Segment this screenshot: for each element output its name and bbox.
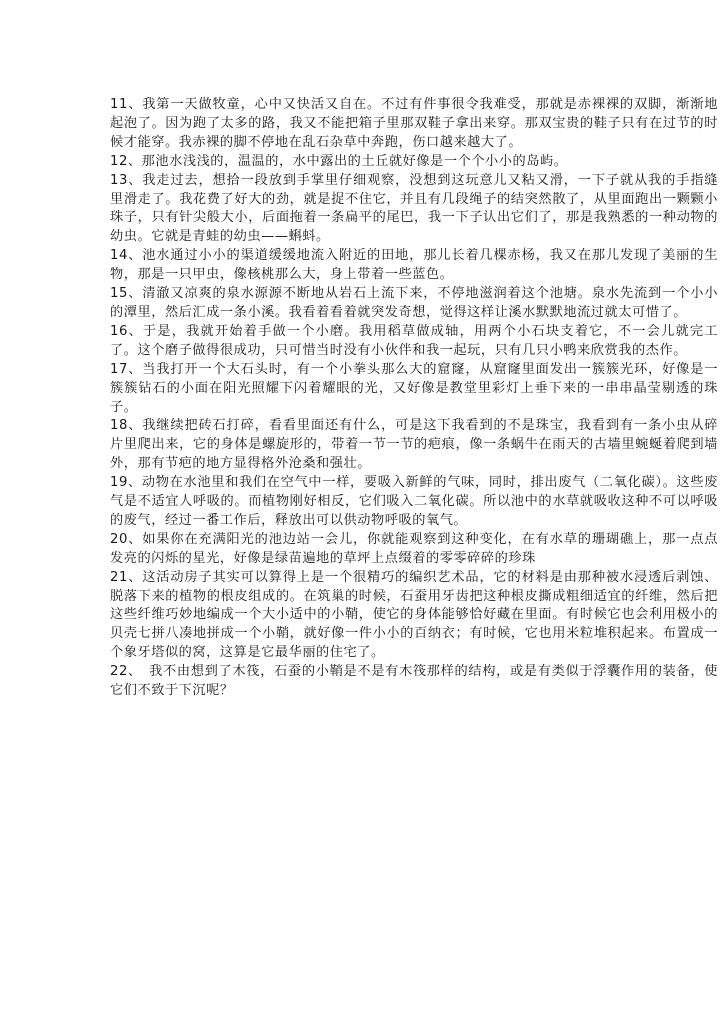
paragraph-12: 12、那池水浅浅的，温温的，水中露出的土丘就好像是一个个小小的岛屿。 bbox=[110, 153, 568, 169]
paragraph-16: 16、于是，我就开始着手做一个小磨。我用稻草做成轴，用两个小石块支着它，不一会儿就完工了。这个磨子做得很成功，只可惜当时没有小伙伴和我一起玩，只有几只小鸭来欣赏我的杰作。 bbox=[110, 323, 718, 358]
paragraph-22: 22、 我不由想到了木筏，石蚕的小鞘是不是有木筏那样的结构，或是有类似于浮囊作用的装备，使它们不致于下沉呢？ bbox=[110, 664, 718, 699]
paragraph-18: 18、我继续把砖石打碎，看看里面还有什么，可是这下我看到的不是珠宝，我看到有一条小虫从碎片里爬出来，它的身体是螺旋形的，带着一节一节的疤痕，像一条蜗牛在雨天的古墙里蜿蜒着爬到墙外，那有节疤的地方显得格外沧桑和强壮。 bbox=[110, 418, 718, 472]
document-body bbox=[110, 96, 718, 701]
paragraph-17: 17、当我打开一个大石头时，有一个小拳头那么大的窟窿，从窟窿里面发出一簇簇光环，好像是一簇簇钻石的小面在阳光照耀下闪着耀眼的光，又好像是教堂里彩灯上垂下来的一串串晶莹剔透的珠子。 bbox=[110, 361, 718, 415]
paragraph-20: 20、如果你在充满阳光的池边站一会儿，你就能观察到这种变化，在有水草的珊瑚礁上，那一点点发亮的闪烁的星光，好像是绿苗遍地的草坪上点缀着的零零碎碎的珍珠 bbox=[110, 531, 718, 566]
paragraph-14: 14、池水通过小小的渠道缓缓地流入附近的田地，那儿长着几棵赤杨，我又在那儿发现了美丽的生物，那是一只甲虫，像核桃那么大，身上带着一些蓝色。 bbox=[110, 248, 718, 283]
paragraph-19: 19、动物在水池里和我们在空气中一样，要吸入新鲜的气味，同时，排出废气（二氧化碳）。这些废气是不适宜人呼吸的。而植物刚好相反，它们吸入二氧化碳。所以池中的水草就吸收这种不可以呼吸的废气，经过一番工作后，释放出可以供动物呼吸的氧气。 bbox=[110, 475, 718, 528]
paragraph-13: 13、我走过去，想拾一段放到手掌里仔细观察，没想到这玩意儿又粘又滑，一下子就从我的手指缝里滑走了。我花费了好大的劲，就是捉不住它，并且有几段绳子的结突然散了，从里面跑出一颗颗小珠子，只有针尖般大小，后面拖着一条扁平的尾巴，我一下子认出它们了，那是我熟悉的一种动物的幼虫。它就是青蛙的幼虫——蝌蚪。 bbox=[110, 172, 718, 245]
paragraph-21: 21、这活动房子其实可以算得上是一个很精巧的编织艺术品，它的材料是由那种被水浸透后剥蚀、脱落下来的植物的根皮组成的。在筑巢的时候，石蚕用牙齿把这种根皮撕成粗细适宜的纤维，然后把这些纤维巧妙地编成一个大小适中的小鞘，使它的身体能够恰好藏在里面。有时候它也会利用极小的贝壳七拼八凑地拼成一个小鞘，就好像一件小小的百纳衣；有时候，它也用米粒堆积起来。布置成一个象牙塔似的窝，这算是它最华丽的住宅了。 bbox=[110, 569, 718, 661]
paragraph-15: 15、清澈又凉爽的泉水源源不断地从岩石上流下来，不停地滋润着这个池塘。泉水先流到一个小小的潭里，然后汇成一条小溪。我看着看着就突发奇想，觉得这样让溪水默默地流过就太可惜了。 bbox=[110, 286, 718, 320]
paragraph-11: 11、我第一天做牧童，心中又快活又自在。不过有件事很令我难受，那就是赤裸裸的双脚，渐渐地起泡了。因为跑了太多的路，我又不能把箱子里那双鞋子拿出来穿。那双宝贵的鞋子只有在过节的时候才能穿。我赤裸的脚不停地在乱石杂草中奔跑，伤口越来越大了。 bbox=[110, 97, 718, 150]
